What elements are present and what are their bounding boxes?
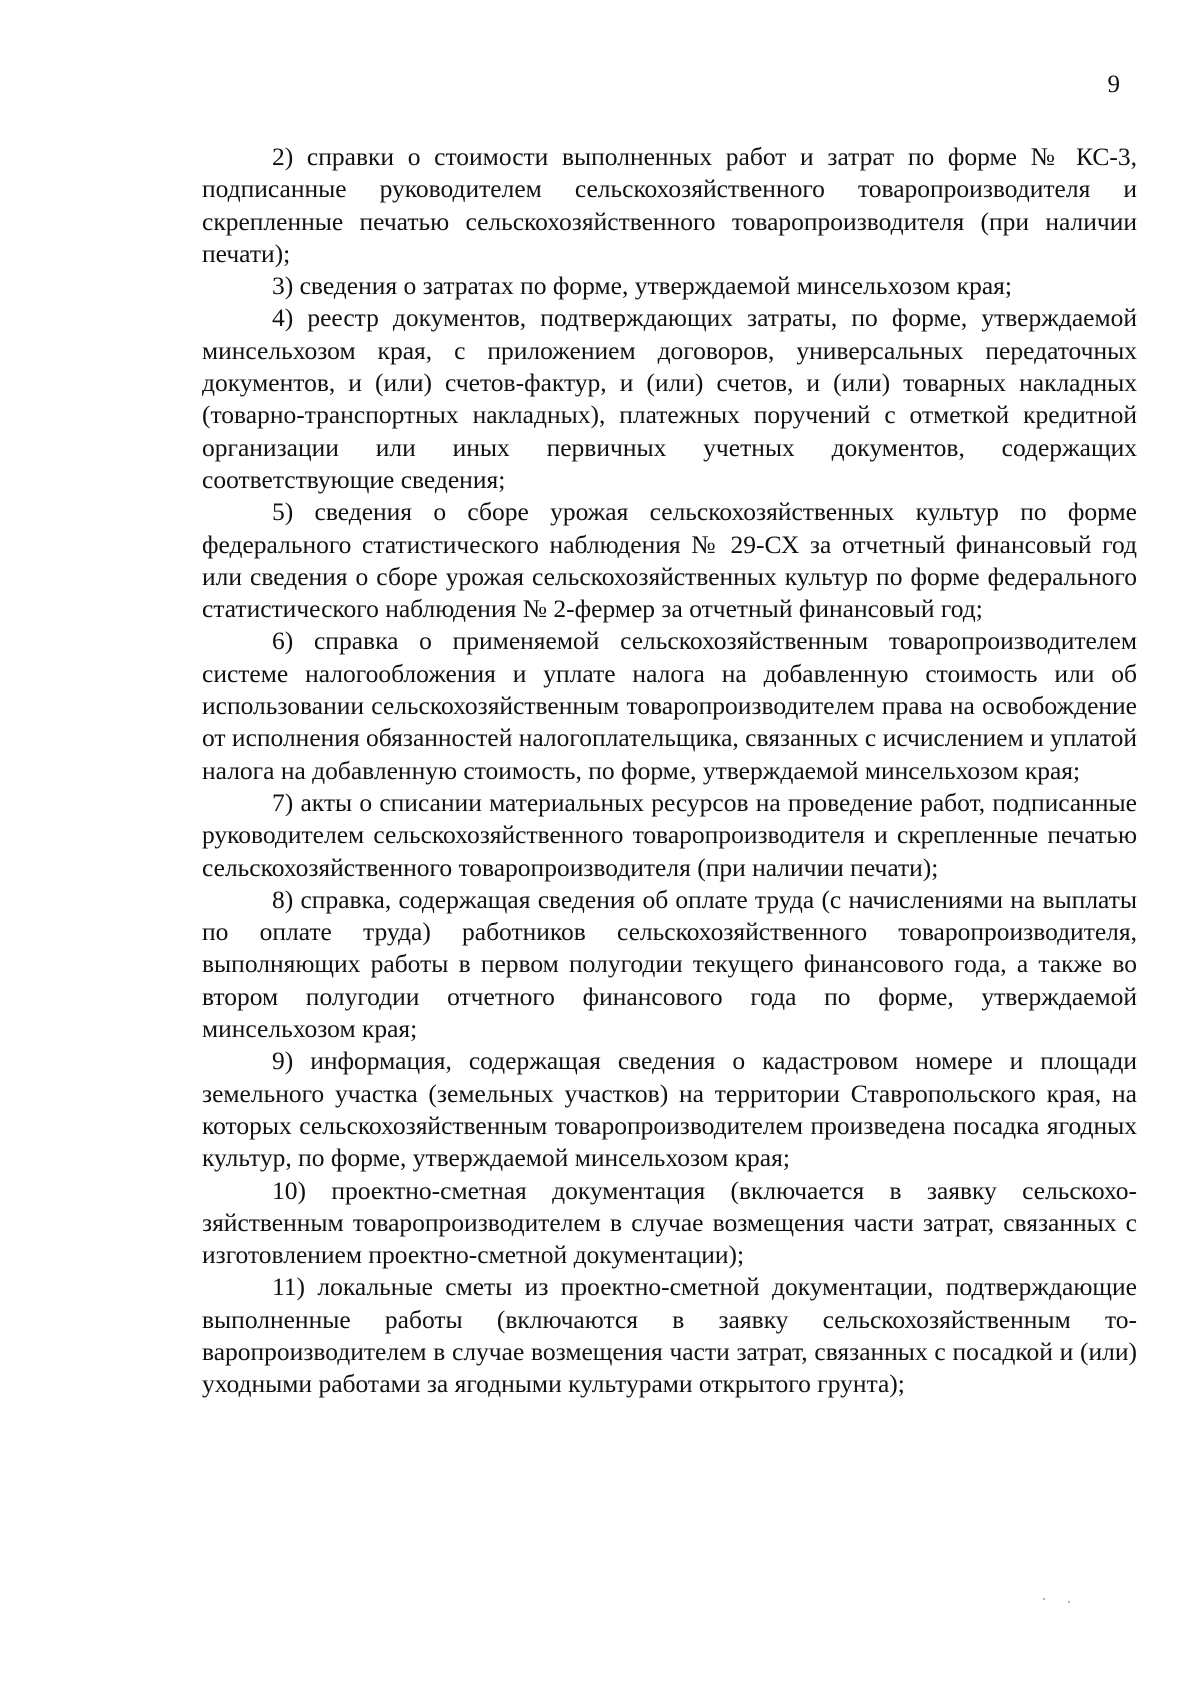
document-body <box>202 141 1137 1401</box>
scan-speck <box>1068 1601 1070 1603</box>
paragraph-item-3: 3) сведения о затратах по форме, утверждаемой минсельхозом края; <box>272 271 1012 301</box>
paragraph-item-11: 11) локальные сметы из проектно-сметной документации, подтверждающие выполненные работы (включаются в заявку сельскохозяйственным товаропроизводителем в случае возмещения части затрат, связанных с посадкой и (или) уходными работами за ягодными культурами открытого грунта); <box>202 1272 1137 1399</box>
paragraph-item-8: 8) справка, содержащая сведения об оплате труда (с начислениями на выплаты по оплате труда) работников сельскохозяйственного товаропроизводителя, выполняющих работы в первом полугодии текущего финансового года, а также во втором полугодии отчетного финансового года по форме, утверждаемой минсельхозом края; <box>202 884 1137 1044</box>
paragraph-item-4: 4) реестр документов, подтверждающих затраты, по форме, утверждаемой минсельхозом края, с приложением договоров, универсальных передаточных документов, и (или) счетов-фактур, и (или) счетов, и (или) товарных накладных (товарно-транспортных накладных), платежных поручений с отметкой кредитной организации или иных первичных учетных документов, содержащих соответствующие сведения; <box>202 303 1137 494</box>
paragraph-item-7: 7) акты о списании материальных ресурсов на проведение работ, подписанные руководителем сельскохозяйственного товаропроизводителя и скрепленные печатью сельскохозяйственного товаропроизводителя (при наличии печати); <box>202 787 1137 882</box>
paragraph-item-9: 9) информация, содержащая сведения о кадастровом номере и площади земельного участка (земельных участков) на территории Ставропольского края, на которых сельскохозяйственным товаропроизводителем произведена посадка ягодных культур, по форме, утверждаемой минсельхозом края; <box>202 1046 1137 1173</box>
paragraph-item-6: 6) справка о применяемой сельскохозяйственным товаропроизводителем системе налогообложения и уплате налога на добавленную стоимость или об использовании сельскохозяйственным товаропроизводителем права на освобождение от исполнения обязанностей налогоплательщика, связанных с исчислением и уплатой налога на добавленную стоимость, по форме, утверждаемой минсельхозом края; <box>202 626 1137 785</box>
page-number: 9 <box>1107 71 1120 98</box>
paragraph-item-10: 10) проектно-сметная документация (включается в заявку сельскохозяйственным товаропроизводителем в случае возмещения части затрат, связанных с изготовлением проектно-сметной документации); <box>202 1175 1137 1270</box>
paragraph-item-5: 5) сведения о сборе урожая сельскохозяйственных культур по форме федерального статистического наблюдения № 29-СХ за отчетный финансовый год или сведения о сборе урожая сельскохозяйственных культур по форме федерального статистического наблюдения № 2-фермер за отчетный финансовый год; <box>202 497 1137 624</box>
paragraph-item-2: 2) справки о стоимости выполненных работ и затрат по форме № КС-3, подписанные руководителем сельскохозяйственного товаропроизводителя и скрепленные печатью сельскохозяйственного товаропроизводителя (при наличии печати); <box>202 142 1137 268</box>
scan-speck <box>1043 1598 1045 1600</box>
